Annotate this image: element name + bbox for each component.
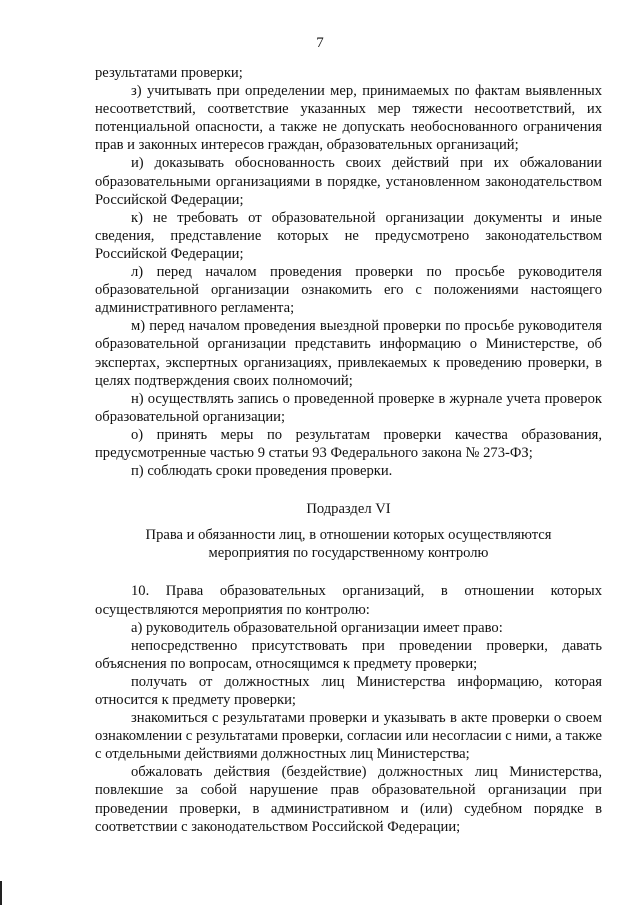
paragraph-item-i: и) доказывать обоснованность своих действий при их обжаловании образовательными организациями в порядке, установленном законодательством Российской Федерации; [95,155,602,208]
section-title-line-2: мероприятия по государственному контролю [208,545,489,562]
section-title-line-1: Права и обязанности лиц, в отношении которых осуществляются [145,527,552,544]
paragraph-right-attend: непосредственно присутствовать при проведении проверки, давать объяснения по вопросам, относящимся к предмету проверки; [95,637,602,672]
scan-edge-mark [0,881,2,905]
paragraph-item-o: о) принять меры по результатам проверки качества образования, предусмотренные частью 9 статьи 93 Федерального закона № 273-ФЗ; [95,426,602,461]
paragraph-item-k: к) не требовать от образовательной организации документы и иные сведения, представление которых не предусмотрено законодательством Российской Федерации; [95,209,602,262]
paragraph-item-p: п) соблюдать сроки проведения проверки. [131,463,393,480]
section-spacer [95,562,602,582]
heading-spacer [95,518,602,526]
section-spacer [95,480,602,500]
paragraph-item-l: л) перед началом проведения проверки по просьбе руководителя образовательной организации ознакомить его с положениями настоящего административного регламента; [95,264,602,317]
paragraph-clause-10: 10. Права образовательных организаций, в отношении которых осуществляются мероприятия по контролю: [95,583,602,618]
paragraph-right-appeal: обжаловать действия (бездействие) должностных лиц Министерства, повлекшие за собой нарушение прав образовательной организации при проведении проверки, в административном и (или) судебном порядке в соответствии с законодательством Российской Федерации; [95,764,602,835]
section-label: Подраздел VI [306,501,391,518]
paragraph-subclause-a: а) руководитель образовательной организации имеет право: [131,619,503,636]
paragraph-continuation: результатами проверки; [95,65,243,81]
paragraph-item-z: з) учитывать при определении мер, принимаемых по фактам выявленных несоответствий, соответствие указанных мер тяжести несоответствий, их потенциальной опасности, а также не допускать необоснованного ограничения прав и законных интересов граждан, образовательных организаций; [95,83,602,154]
paragraph-right-information: получать от должностных лиц Министерства информацию, которая относится к предмету проверки; [95,673,602,708]
paragraph-item-m: м) перед началом проведения выездной проверки по просьбе руководителя образовательной организации представить информацию о Министерстве, об экспертах, экспертных организациях, привлекаемых к проведению проверки, в целях подтверждения своих полномочий; [95,318,602,389]
document-body [95,64,602,836]
paragraph-right-review-results: знакомиться с результатами проверки и указывать в акте проверки о своем ознакомлении с результатами проверки, согласии или несогласии с ними, а также с отдельными действиями должностных лиц Министерства; [95,710,602,763]
page-number: 7 [316,35,324,51]
paragraph-item-n: н) осуществлять запись о проведенной проверке в журнале учета проверок образовательной организации; [95,390,602,425]
